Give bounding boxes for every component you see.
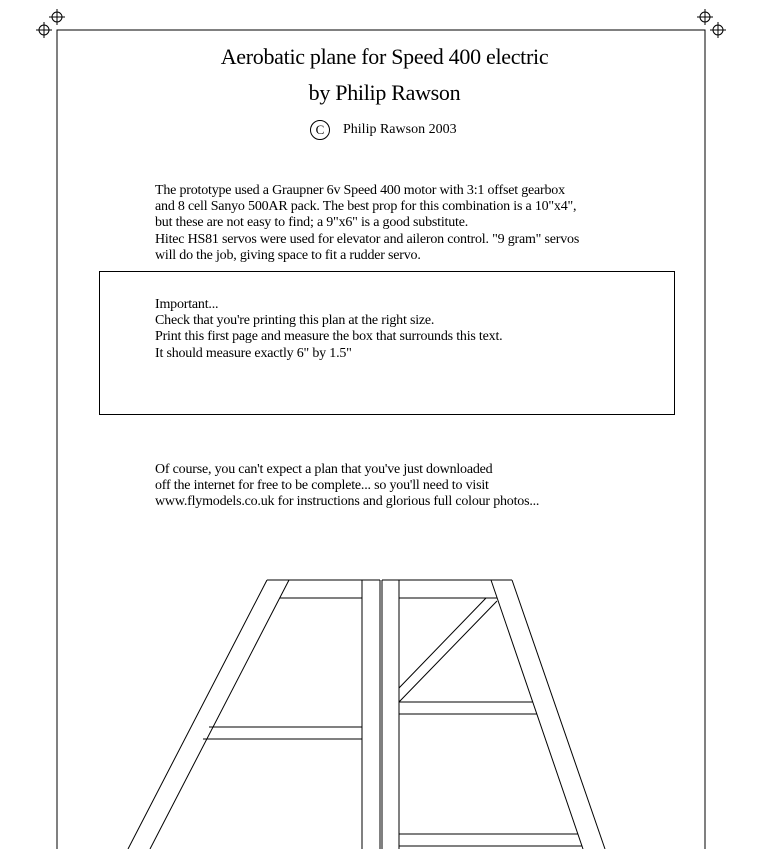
size-check-notice <box>155 297 502 362</box>
intro-line: The prototype used a Graupner 6v Speed 400 motor with 3:1 offset gearbox <box>155 183 565 198</box>
footer-paragraph <box>155 462 539 511</box>
footer-line: www.flymodels.co.uk for instructions and glorious full colour photos... <box>155 494 540 510</box>
page-title: Aerobatic plane for Speed 400 electric <box>220 44 549 69</box>
registration-mark-left <box>36 9 65 38</box>
intro-line: and 8 cell Sanyo 500AR pack. The best prop for this combination is a 10"x4", <box>155 199 577 215</box>
notice-line: Check that you're printing this plan at the right size. <box>155 313 435 329</box>
footer-line: Of course, you can't expect a plan that you've just downloaded <box>155 462 493 477</box>
notice-line: Print this first page and measure the box that surrounds this text. <box>155 329 503 345</box>
notice-line: Important... <box>155 297 219 312</box>
copyright-line <box>310 120 457 140</box>
registration-mark-right <box>697 9 726 38</box>
intro-line: but these are not easy to find; a 9"x6" is a good substitute. <box>155 215 469 231</box>
wing-panel-drawing <box>128 580 605 849</box>
notice-line: It should measure exactly 6" by 1.5" <box>155 345 352 361</box>
author-line: by Philip Rawson <box>308 80 461 105</box>
intro-paragraph <box>155 183 579 264</box>
intro-line: Hitec HS81 servos were used for elevator and aileron control. "9 gram" servos <box>155 231 580 247</box>
copyright-icon: C <box>310 120 330 140</box>
intro-line: will do the job, giving space to fit a rudder servo. <box>155 247 421 263</box>
footer-line: off the internet for free to be complete... so you'll need to visit <box>155 478 489 494</box>
copyright-text: Philip Rawson 2003 <box>343 122 457 137</box>
page-border <box>57 30 705 849</box>
